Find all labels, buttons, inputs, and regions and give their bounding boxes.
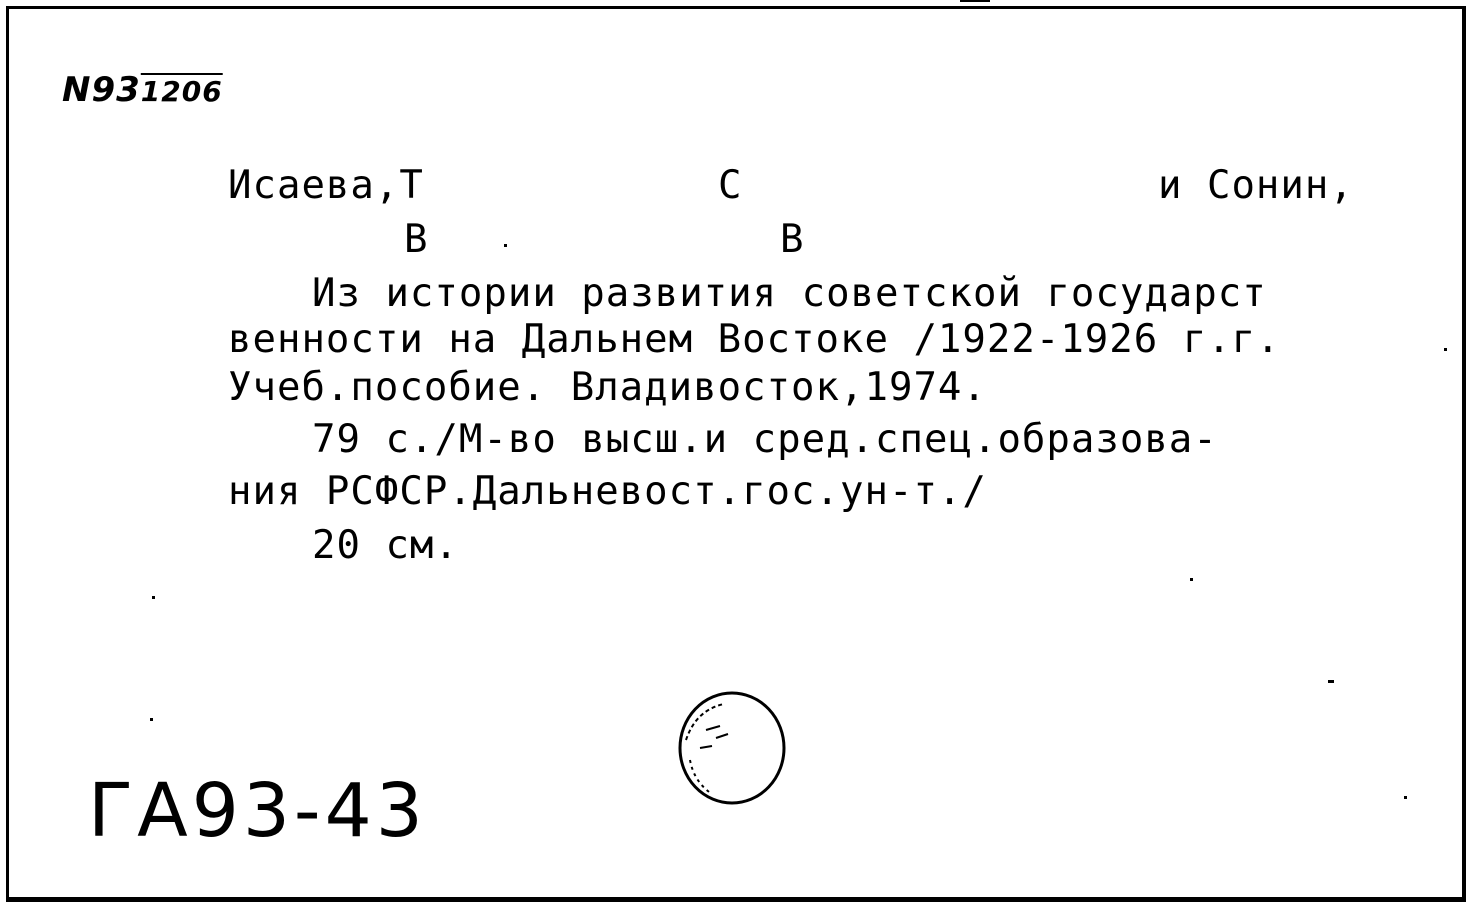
title-line-1: Из истории развития советской государст <box>312 271 1267 316</box>
speck <box>1404 796 1407 799</box>
title-line-3: Учеб.пособие. Владивосток,1974. <box>228 365 987 410</box>
speck <box>1328 680 1334 683</box>
author-surname: Исаева,Т <box>228 163 424 208</box>
coauthor: и Сонин, <box>1158 163 1354 208</box>
shelfmark-number: 1206 <box>140 75 223 108</box>
speck <box>1444 348 1447 351</box>
initial-left: В <box>404 217 429 262</box>
speck <box>152 596 155 599</box>
title-line-2: венности на Дальнем Востоке /1922-1926 г.г. <box>228 317 1281 362</box>
description-line-1: 79 с./М-во высш.и сред.спец.образова- <box>312 417 1218 462</box>
speck <box>504 244 507 247</box>
author-initial-mid: С <box>718 163 743 208</box>
initial-right: В <box>780 217 805 262</box>
speck <box>150 718 153 721</box>
stamp-circle-mark <box>676 690 788 808</box>
inventory-number: ГА93-43 <box>88 768 427 854</box>
shelfmark <box>62 70 223 110</box>
shelfmark-prefix: N93 <box>62 70 141 110</box>
speck <box>1190 578 1193 581</box>
description-line-3: 20 см. <box>312 523 459 568</box>
description-line-2: ния РСФСР.Дальневост.гос.ун-т./ <box>228 469 987 514</box>
speck <box>960 0 990 2</box>
